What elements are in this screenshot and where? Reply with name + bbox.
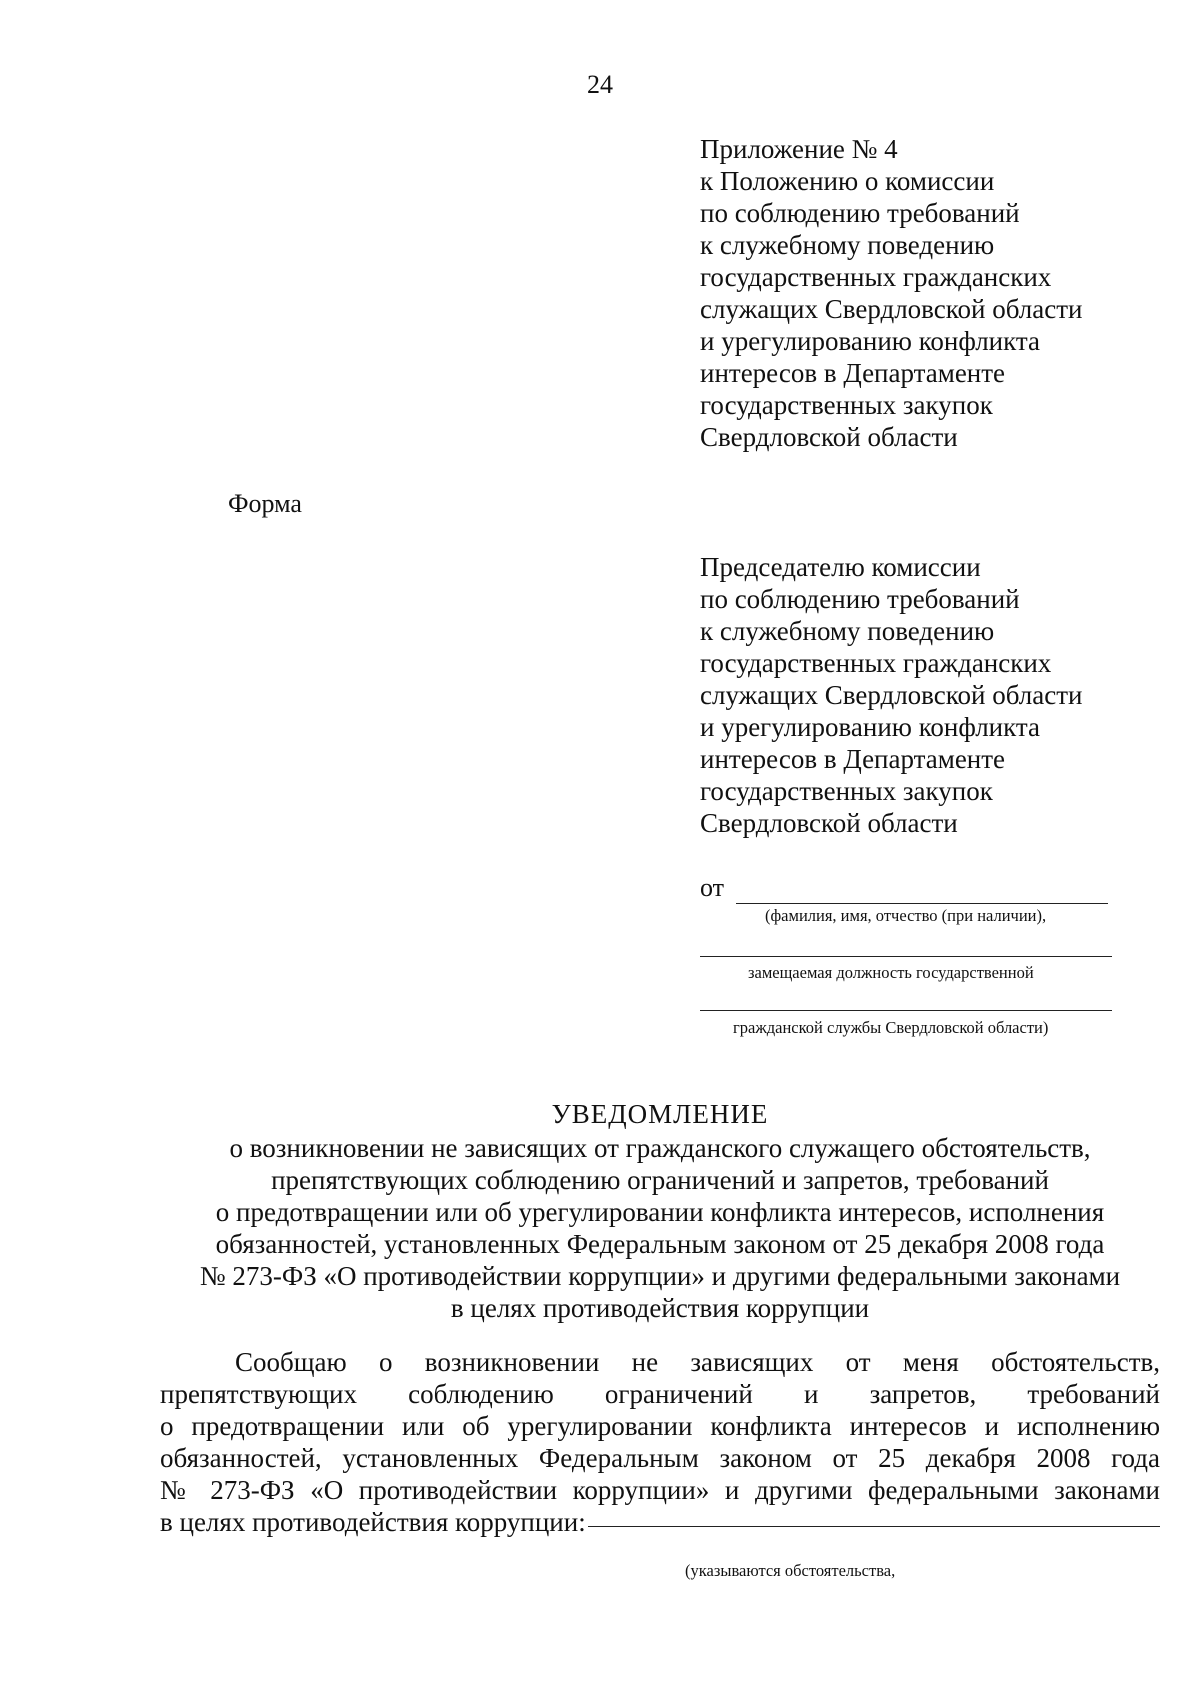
appendix-line: к служебному поведению <box>700 230 995 260</box>
from-field <box>700 873 1112 907</box>
notice-subtitle-line: препятствующих соблюдению ограничений и запретов, требований <box>271 1165 1049 1195</box>
notice-subtitle-line: № 273-ФЗ «О противодействии коррупции» и другими федеральными законами <box>199 1261 1121 1291</box>
addressee-line: к служебному поведению <box>700 616 995 646</box>
notice-subtitle-line: в целях противодействия коррупции <box>450 1293 870 1323</box>
notice-subtitle-line: о предотвращении или об урегулировании конфликта интересов, исполнения <box>215 1197 1105 1227</box>
appendix-line: и урегулированию конфликта <box>700 326 1041 356</box>
position-blank-line <box>700 956 1112 957</box>
appendix-line: интересов в Департаменте <box>700 358 1006 388</box>
body-line: препятствующих соблюдению ограничений и запретов, требований <box>160 1379 1160 1409</box>
addressee-line: служащих Свердловской области <box>700 680 1083 710</box>
appendix-line: государственных гражданских <box>700 262 1052 292</box>
addressee-line: и урегулированию конфликта <box>700 712 1041 742</box>
notice-subtitle-line: обязанностей, установленных Федеральным законом от 25 декабря 2008 года <box>215 1229 1105 1259</box>
from-label: от <box>700 873 725 902</box>
addressee-line: государственных закупок <box>700 776 993 806</box>
page-number: 24 <box>587 70 613 99</box>
notice-heading <box>0 1098 1200 1324</box>
appendix-header <box>700 133 1082 453</box>
body-last-line <box>160 1506 1160 1538</box>
body-line: о предотвращении или об урегулировании конфликта интересов и исполнению <box>160 1411 1160 1441</box>
appendix-line: к Положению о комиссии <box>700 166 995 196</box>
addressee-block <box>700 551 1082 839</box>
form-label: Форма <box>228 489 302 518</box>
body-line: обязанностей, установленных Федеральным законом от 25 декабря 2008 года <box>160 1443 1160 1473</box>
addressee-line: государственных гражданских <box>700 648 1052 678</box>
appendix-line: государственных закупок <box>700 390 993 420</box>
circumstances-hint: (указываются обстоятельства, <box>685 1561 896 1580</box>
notice-title: УВЕДОМЛЕНИЕ <box>551 1099 769 1129</box>
position-hint: замещаемая должность государственной <box>748 963 1034 982</box>
notice-subtitle-line: о возникновении не зависящих от гражданского служащего обстоятельств, <box>229 1133 1091 1163</box>
body-line: Сообщаю о возникновении не зависящих от меня обстоятельств, <box>235 1347 1160 1377</box>
body-line: № 273-ФЗ «О противодействии коррупции» и другими федеральными законами <box>160 1475 1160 1505</box>
appendix-line: по соблюдению требований <box>700 198 1020 228</box>
addressee-line: интересов в Департаменте <box>700 744 1006 774</box>
addressee-line: по соблюдению требований <box>700 584 1020 614</box>
name-hint: (фамилия, имя, отчество (при наличии), <box>765 906 1047 925</box>
body-paragraph <box>160 1346 1160 1538</box>
addressee-line: Председателю комиссии <box>700 552 981 582</box>
body-line: в целях противодействия коррупции: <box>160 1507 586 1537</box>
appendix-line: Приложение № 4 <box>700 134 898 164</box>
circumstances-blank-line <box>588 1526 1160 1527</box>
from-blank-line <box>736 903 1108 904</box>
service-blank-line <box>700 1010 1112 1011</box>
service-hint: гражданской службы Свердловской области) <box>733 1018 1049 1037</box>
appendix-line: служащих Свердловской области <box>700 294 1083 324</box>
addressee-line: Свердловской области <box>700 808 958 838</box>
appendix-line: Свердловской области <box>700 422 958 452</box>
